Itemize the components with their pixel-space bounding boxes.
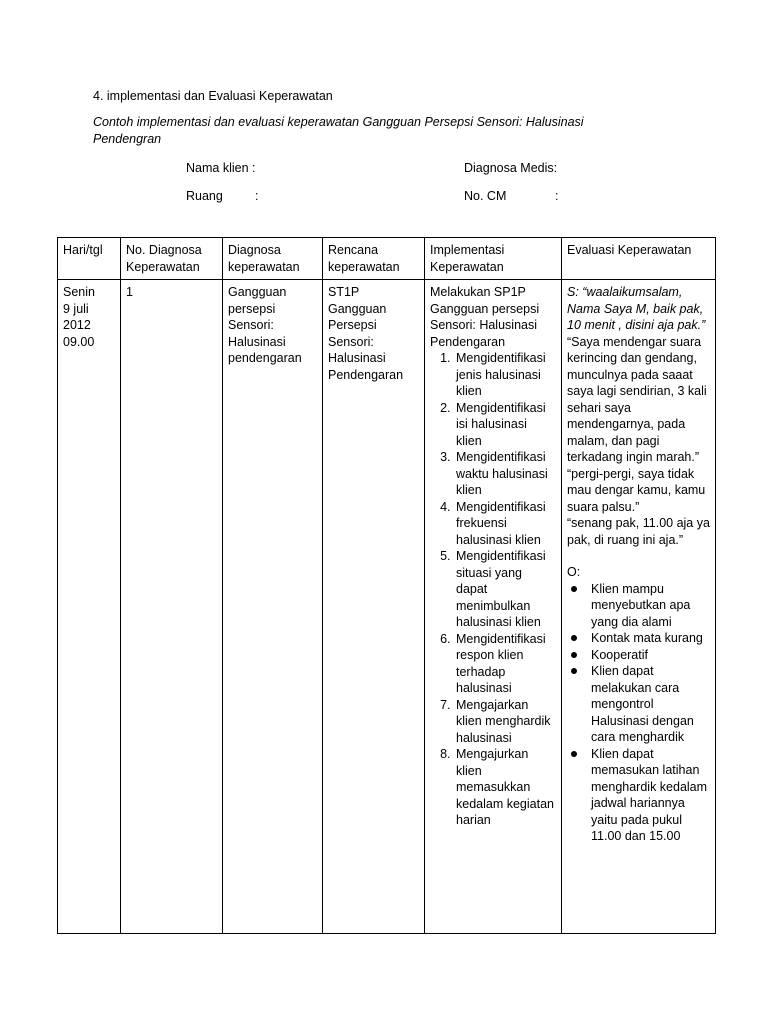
diagnosa-medis-label: Diagnosa Medis: (464, 161, 558, 175)
nursing-table (57, 237, 716, 934)
hari-line: 09.00 (63, 334, 95, 349)
impl-intro: Melakukan SP1P Gangguan persepsi Sensori: Halusinasi Pendengaran (430, 285, 540, 349)
cell-evaluasi (562, 280, 716, 934)
header-rencana: Rencana keperawatan (323, 238, 425, 280)
rencana-code: ST1P (328, 285, 360, 299)
impl-item: 6. Mengidentifikasi respon klien terhadap halusinasi (454, 631, 556, 697)
subheading: Contoh implementasi dan evaluasi keperawatan Gangguan Persepsi Sensori: Halusinasi Pendengran (93, 115, 584, 146)
cell-implementasi (425, 280, 562, 934)
impl-item: 5. Mengidentifikasi situasi yang dapat menimbulkan halusinasi klien (454, 548, 556, 631)
cell-rencana (323, 280, 425, 934)
header-diagnosa: Diagnosa keperawatan (223, 238, 323, 280)
header-evaluasi: Evaluasi Keperawatan (562, 238, 716, 280)
header-no-diagnosa: No. Diagnosa Keperawatan (121, 238, 223, 280)
eval-objective-item: Kooperatif (591, 647, 710, 664)
rencana-text: Gangguan Persepsi Sensori: Halusinasi Pendengaran (328, 301, 404, 382)
spacer (567, 548, 710, 564)
table-row (58, 280, 716, 934)
impl-list (430, 350, 556, 829)
cell-diagnosa: Gangguan persepsi Sensori: Halusinasi pendengaran (223, 280, 323, 934)
eval-objective-item: Klien mampu menyebutkan apa yang dia alami (591, 581, 710, 631)
table-header-row (58, 238, 716, 280)
impl-item: 1. Mengidentifikasi jenis halusinasi klien (454, 350, 556, 400)
hari-line: 9 juli (63, 301, 89, 316)
eval-subjective: S: “waalaikumsalam, Nama Saya M, baik pak, 10 menit , disini aja pak.” (567, 285, 706, 332)
no-cm-label: No. CM (464, 189, 507, 203)
eval-objective-item: Klien dapat melakukan cara mengontrol Halusinasi dengan cara menghardik (591, 663, 710, 746)
cell-hari (58, 280, 121, 934)
hari-line: 2012 (63, 318, 91, 332)
nama-klien-label: Nama klien : (186, 161, 256, 175)
eval-objective-item: Kontak mata kurang (591, 630, 710, 647)
header-implementasi: Implementasi Keperawatan (425, 238, 562, 280)
impl-item: 8. Mengajurkan klien memasukkan kedalam kegiatan harian (454, 746, 556, 829)
hari-line: Senin (63, 285, 95, 299)
impl-item: 2. Mengidentifikasi isi halusinasi klien (454, 400, 556, 450)
ruang-colon: : (255, 189, 259, 203)
impl-item: 4. Mengidentifikasi frekuensi halusinasi klien (454, 499, 556, 549)
impl-item: 7. Mengajarkan klien menghardik halusinasi (454, 697, 556, 747)
cell-no-diagnosa: 1 (121, 280, 223, 934)
eval-quote: “Saya mendengar suara kerincing dan gendang, munculnya pada saaat saya lagi sendirian, 3 kali sehari saya mendengarnya, pada malam, dan pagi terkadang ingin marah.” (567, 334, 707, 464)
impl-item: 3. Mengidentifikasi waktu halusinasi klien (454, 449, 556, 499)
eval-objective-item: Klien dapat memasukan latihan menghardik kedalam jadwal hariannya yaitu pada pukul 11.00 dan 15.00 (591, 746, 710, 845)
ruang-label: Ruang (186, 189, 223, 203)
eval-objective-label: O: (567, 565, 581, 579)
eval-quote: “pergi-pergi, saya tidak mau dengar kamu, kamu suara palsu.” (567, 466, 706, 514)
section-heading: 4. implementasi dan Evaluasi Keperawatan (93, 89, 333, 103)
eval-objective-list (567, 581, 710, 845)
no-cm-colon: : (555, 189, 559, 203)
eval-quote: “senang pak, 11.00 aja ya pak, di ruang ini aja.” (567, 516, 710, 547)
header-hari: Hari/tgl (58, 238, 121, 280)
